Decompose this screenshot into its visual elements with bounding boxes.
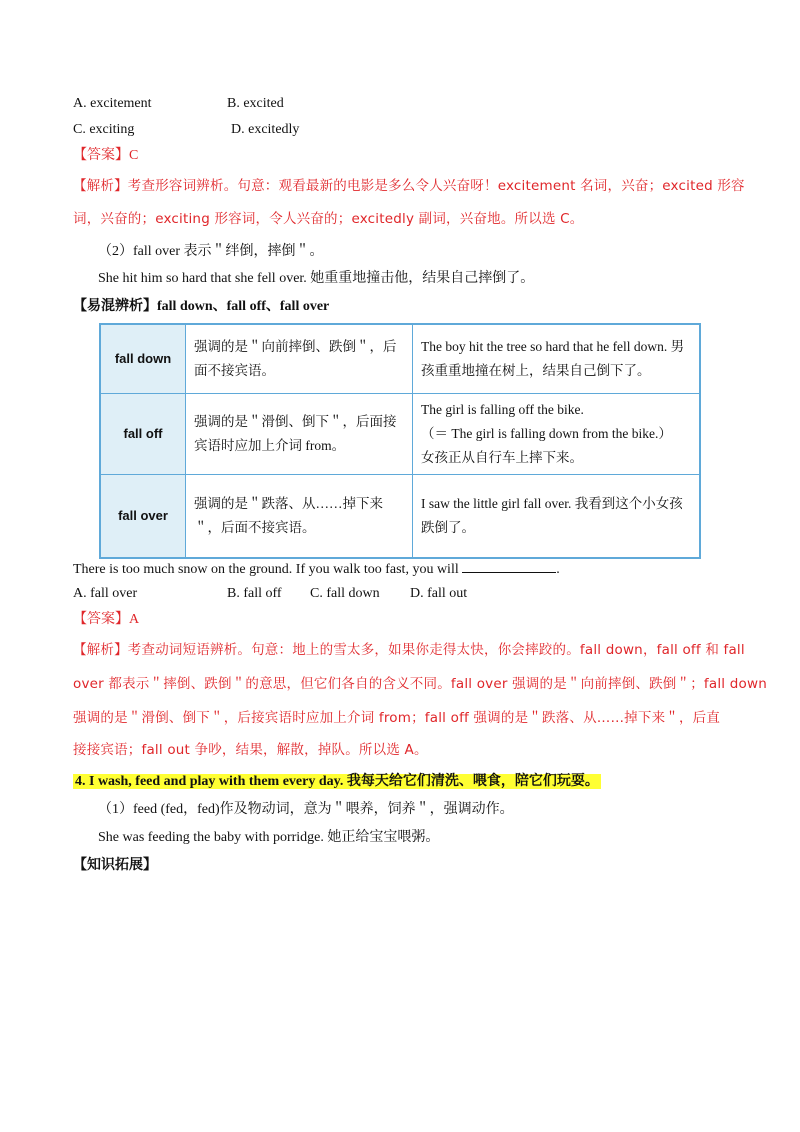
option-c: C. fall down (310, 586, 380, 601)
comparison-table (99, 323, 701, 559)
highlighted-title: 4. I wash, feed and play with them every day. 我每天给它们清洗、喂食，陪它们玩耍。 (75, 774, 599, 789)
option-a: A. excitement (73, 96, 152, 111)
example-line: The girl is falling off the bike. (421, 402, 584, 417)
description-cell: 强调的是＂向前摔倒、跌倒＂，后面不接宾语。 (186, 324, 413, 394)
option-d: D. fall out (410, 586, 468, 601)
table-row (100, 324, 700, 394)
section-heading: 【易混辨析】fall down、fall off、fall over (73, 299, 330, 314)
option-d: D. excitedly (231, 122, 300, 137)
term-cell: fall off (100, 394, 186, 475)
extension-heading: 【知识拓展】 (73, 858, 157, 873)
analysis-line: over 都表示＂摔倒、跌倒＂的意思，但它们各自的含义不同。fall over 强调的是＂向前摔倒、跌倒＂；fall down (73, 676, 767, 692)
analysis-line: 强调的是＂滑倒、倒下＂，后接宾语时应加上介词 from；fall off 强调的是＂跌落、从……掉下来＂，后直 (73, 710, 721, 726)
description-cell: 强调的是＂跌落、从……掉下来＂，后面不接宾语。 (186, 475, 413, 559)
analysis-line: 接接宾语；fall out 争吵，结果，解散，掉队。所以选 A。 (73, 742, 428, 758)
option-c: C. exciting (73, 122, 135, 137)
stem-end: . (556, 562, 560, 577)
example-line: 女孩正从自行车上摔下来。 (421, 450, 583, 465)
example-cell (413, 394, 701, 475)
example-sentence: She hit him so hard that she fell over. 她重重地撞击他，结果自己摔倒了。 (98, 271, 535, 286)
table-row (100, 475, 700, 559)
option-b: B. fall off (227, 586, 282, 601)
term-cell: fall down (100, 324, 186, 394)
point-title: （2）fall over 表示＂绊倒，摔倒＂。 (98, 244, 324, 259)
question-stem (73, 559, 560, 579)
analysis-line: 【解析】考查形容词辨析。句意：观看最新的电影是多么令人兴奋呀！excitement 名词，兴奋；excited 形容 (73, 178, 745, 194)
example-sentence: She was feeding the baby with porridge. 她正给宝宝喂粥。 (98, 830, 440, 845)
option-a: A. fall over (73, 586, 138, 601)
point-title: （1）feed (fed，fed)作及物动词，意为＂喂养，饲养＂，强调动作。 (98, 802, 514, 817)
example-cell: I saw the little girl fall over. 我看到这个小女孩跌倒了。 (413, 475, 701, 559)
example-cell: The boy hit the tree so hard that he fell down. 男孩重重地撞在树上，结果自己倒下了。 (413, 324, 701, 394)
analysis-line: 【解析】考查动词短语辨析。句意：地上的雪太多，如果你走得太快，你会摔跤的。fall down，fall off 和 fall (73, 642, 745, 658)
stem-text: There is too much snow on the ground. If you walk too fast, you will (73, 562, 459, 577)
description-cell: 强调的是＂滑倒、倒下＂，后面接宾语时应加上介词 from。 (186, 394, 413, 475)
answer-blank (462, 559, 556, 573)
answer-label: 【答案】A (73, 612, 140, 627)
example-line: （＝ The girl is falling down from the bike.） (421, 426, 672, 441)
answer-label: 【答案】C (73, 148, 139, 163)
section-title (73, 773, 601, 791)
term-cell: fall over (100, 475, 186, 559)
option-b: B. excited (227, 96, 284, 111)
analysis-line: 词，兴奋的；exciting 形容词，令人兴奋的；excitedly 副词，兴奋地。所以选 C。 (73, 211, 584, 227)
table-row (100, 394, 700, 475)
